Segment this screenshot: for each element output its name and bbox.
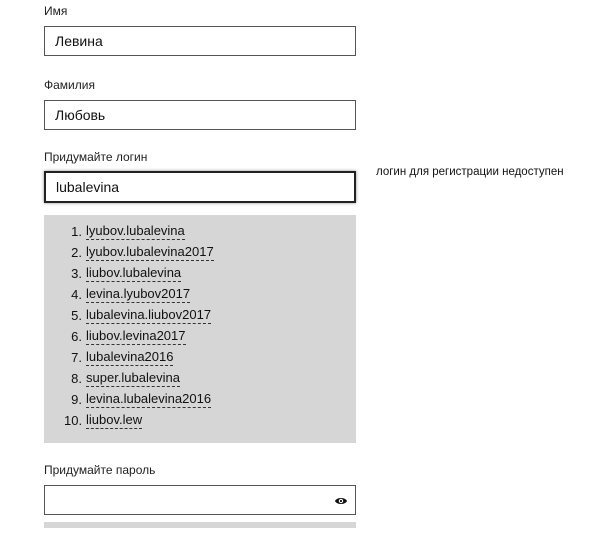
- login-suggestions-list: [64, 223, 356, 433]
- eye-icon[interactable]: [334, 494, 348, 506]
- list-item: [64, 286, 356, 307]
- suggestion-number: 6.: [71, 329, 82, 344]
- suggestion-link[interactable]: liubov.lew: [86, 412, 143, 427]
- first-name-input[interactable]: [44, 26, 356, 56]
- list-item: [64, 223, 356, 244]
- login-suggestions-panel: [44, 215, 356, 443]
- suggestion-link[interactable]: liubov.levina2017: [86, 328, 186, 343]
- suggestion-link[interactable]: levina.lubalevina2016: [86, 391, 212, 406]
- login-input[interactable]: [44, 171, 356, 203]
- password-input[interactable]: [44, 485, 356, 515]
- suggestion-number: 7.: [71, 350, 82, 365]
- list-item: [64, 328, 356, 349]
- login-unavailable-hint: логин для регистрации недоступен: [376, 166, 564, 178]
- list-item: [64, 391, 356, 412]
- suggestion-number: 10.: [64, 413, 83, 428]
- suggestion-number: 1.: [71, 224, 82, 239]
- list-item: [64, 412, 356, 433]
- suggestion-link[interactable]: liubov.lubalevina: [86, 265, 182, 280]
- suggestion-number: 2.: [71, 245, 82, 260]
- suggestion-number: 9.: [71, 392, 82, 407]
- suggestion-link[interactable]: lubalevina.liubov2017: [86, 307, 212, 322]
- next-section-edge: [44, 522, 356, 528]
- suggestion-number: 5.: [71, 308, 82, 323]
- suggestion-number: 4.: [71, 287, 82, 302]
- password-field-wrapper: [44, 485, 356, 515]
- last-name-input[interactable]: [44, 100, 356, 130]
- list-item: [64, 349, 356, 370]
- suggestion-link[interactable]: lubalevina2016: [86, 349, 174, 364]
- login-label: Придумайте логин: [44, 150, 148, 164]
- last-name-label: Фамилия: [44, 78, 95, 92]
- list-item: [64, 244, 356, 265]
- password-label: Придумайте пароль: [44, 463, 156, 477]
- suggestion-number: 8.: [71, 371, 82, 386]
- suggestion-link[interactable]: levina.lyubov2017: [86, 286, 191, 301]
- suggestion-number: 3.: [71, 266, 82, 281]
- list-item: [64, 307, 356, 328]
- suggestion-link[interactable]: lyubov.lubalevina2017: [86, 244, 214, 259]
- first-name-label: Имя: [44, 4, 68, 18]
- suggestion-link[interactable]: lyubov.lubalevina: [86, 223, 185, 238]
- list-item: [64, 265, 356, 286]
- suggestion-link[interactable]: super.lubalevina: [86, 370, 180, 385]
- list-item: [64, 370, 356, 391]
